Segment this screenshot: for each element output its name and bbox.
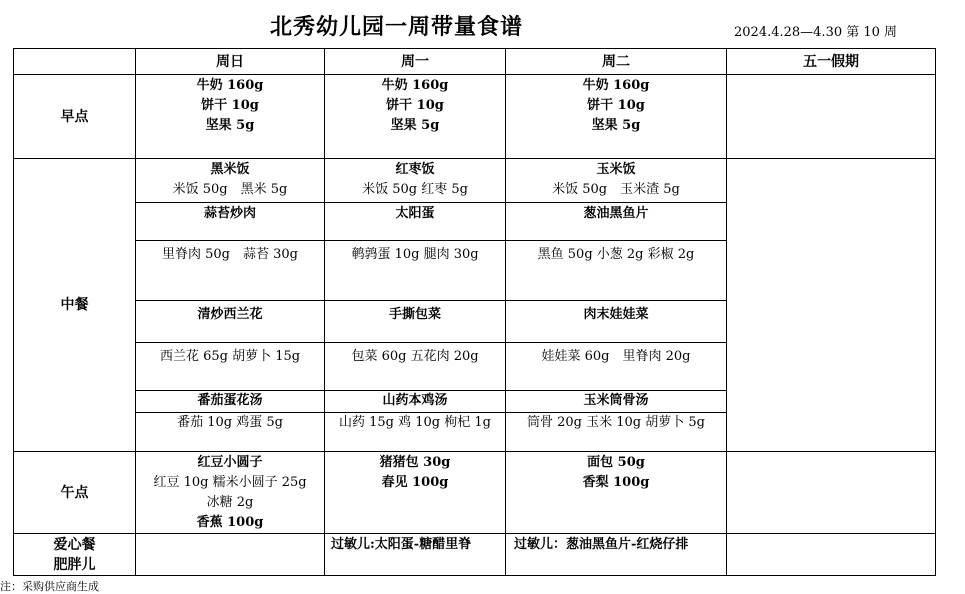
snack-item: 猪猪包 30g — [379, 455, 451, 470]
dish-name: 清炒西兰花 — [136, 301, 325, 343]
breakfast-sunday — [136, 75, 325, 159]
special-label-line: 爱心餐 — [53, 536, 96, 553]
dish-name: 红枣饭 — [395, 162, 435, 177]
lunch-staple-row — [14, 159, 936, 203]
snack-label: 午点 — [14, 452, 136, 534]
breakfast-row — [14, 75, 936, 159]
dish-name: 蒜苔炒肉 — [136, 203, 325, 241]
breakfast-item: 牛奶 160g — [381, 78, 449, 93]
dish-detail: 番茄 10g 鸡蛋 5g — [136, 413, 325, 452]
special-holiday — [727, 534, 936, 576]
header-tuesday: 周二 — [506, 49, 727, 75]
dish-detail: 娃娃菜 60g 里脊肉 20g — [506, 343, 727, 391]
dish-detail: 米饭 50g 黑米 5g — [172, 182, 288, 197]
header-sunday: 周日 — [136, 49, 325, 75]
dish-name: 黑米饭 — [210, 162, 250, 177]
snack-item: 红豆小圆子 — [197, 455, 263, 470]
snack-item: 春见 100g — [381, 475, 449, 490]
menu-table — [13, 48, 936, 576]
header-row — [14, 49, 936, 75]
breakfast-item: 坚果 5g — [591, 118, 641, 133]
snack-tuesday — [506, 452, 727, 534]
snack-sunday — [136, 452, 325, 534]
dish-detail: 黑鱼 50g 小葱 2g 彩椒 2g — [506, 241, 727, 301]
breakfast-item: 饼干 10g — [201, 98, 259, 113]
special-tuesday: 过敏儿：葱油黑鱼片-红烧仔排 — [506, 534, 727, 576]
snack-holiday — [727, 452, 936, 534]
corner-cell — [14, 49, 136, 75]
special-sunday — [136, 534, 325, 576]
dish-name: 番茄蛋花汤 — [136, 391, 325, 413]
snack-item: 香蕉 100g — [196, 515, 264, 530]
breakfast-item: 饼干 10g — [386, 98, 444, 113]
breakfast-item: 牛奶 160g — [582, 78, 650, 93]
special-row — [14, 534, 936, 576]
header-holiday: 五一假期 — [727, 49, 936, 75]
dish-name: 太阳蛋 — [325, 203, 506, 241]
lunch-staple-tuesday — [506, 159, 727, 203]
footer-note: 注：采购供应商生成 — [0, 580, 99, 593]
breakfast-tuesday — [506, 75, 727, 159]
snack-row — [14, 452, 936, 534]
special-label-line: 肥胖儿 — [53, 556, 96, 573]
snack-item: 红豆 10g 糯米小圆子 25g — [153, 475, 307, 490]
dish-detail: 米饭 50g 红枣 5g — [362, 182, 468, 197]
snack-item: 面包 50g — [587, 455, 645, 470]
header-monday: 周一 — [325, 49, 506, 75]
lunch-label: 中餐 — [14, 159, 136, 452]
special-label — [14, 534, 136, 576]
breakfast-item: 牛奶 160g — [196, 78, 264, 93]
lunch-staple-sunday — [136, 159, 325, 203]
dish-name: 玉米饭 — [596, 162, 636, 177]
week-date: 2024.4.28—4.30 第 10 周 — [734, 25, 898, 40]
snack-item: 冰糖 2g — [206, 495, 254, 510]
dish-name: 山药本鸡汤 — [325, 391, 506, 413]
breakfast-item: 坚果 5g — [205, 118, 255, 133]
dish-name: 手撕包菜 — [325, 301, 506, 343]
breakfast-holiday — [727, 75, 936, 159]
dish-detail: 山药 15g 鸡 10g 枸杞 1g — [325, 413, 506, 452]
dish-name: 玉米筒骨汤 — [506, 391, 727, 413]
breakfast-label: 早点 — [14, 75, 136, 159]
special-monday: 过敏儿:太阳蛋-糖醋里脊 — [325, 534, 506, 576]
breakfast-monday — [325, 75, 506, 159]
dish-detail: 鹌鹑蛋 10g 腿肉 30g — [325, 241, 506, 301]
page-title: 北秀幼儿园一周带量食谱 — [270, 14, 524, 40]
dish-detail: 筒骨 20g 玉米 10g 胡萝卜 5g — [506, 413, 727, 452]
snack-item: 香梨 100g — [582, 475, 650, 490]
lunch-staple-monday — [325, 159, 506, 203]
dish-detail: 西兰花 65g 胡萝卜 15g — [136, 343, 325, 391]
dish-detail: 米饭 50g 玉米渣 5g — [552, 182, 680, 197]
dish-name: 葱油黑鱼片 — [506, 203, 727, 241]
dish-detail: 包菜 60g 五花肉 20g — [325, 343, 506, 391]
dish-detail: 里脊肉 50g 蒜苔 30g — [136, 241, 325, 301]
breakfast-item: 饼干 10g — [587, 98, 645, 113]
lunch-holiday — [727, 159, 936, 452]
breakfast-item: 坚果 5g — [390, 118, 440, 133]
snack-monday — [325, 452, 506, 534]
dish-name: 肉末娃娃菜 — [506, 301, 727, 343]
